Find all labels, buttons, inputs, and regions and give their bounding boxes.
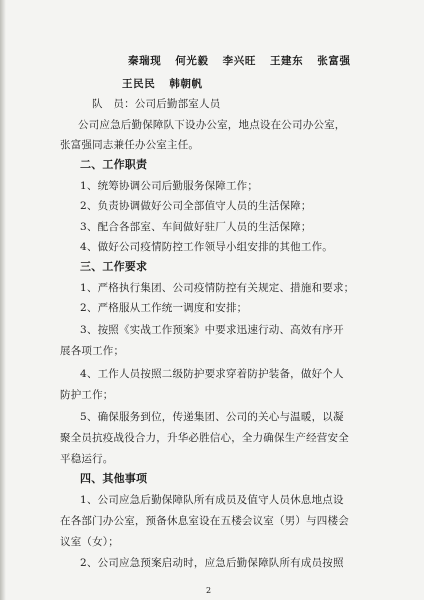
page-number: 2 (206, 586, 212, 595)
team-members-line: 队 员：公司后勤部室人员 (92, 98, 221, 110)
other-matter-item-continued: 议室（女）； (60, 536, 119, 548)
requirement-item-continued: 展各项工作； (60, 345, 125, 357)
requirement-item: 1、严格执行集团、公司疫情防控有关规定、措施和要求； (80, 282, 355, 294)
intro-paragraph-line: 公司应急后勤保障队下设办公室，地点设在公司办公室， (78, 119, 346, 131)
other-matter-item: 2、公司应急预案启动时，应急后勤保障队所有成员按照 (80, 557, 344, 569)
name-entry: 韩朝帆 (169, 78, 203, 90)
section-heading-other-matters: 四、其他事项 (80, 472, 148, 485)
requirement-item: 5、确保服务到位，传递集团、公司的关心与温暖，以凝 (80, 411, 344, 423)
requirement-item-continued: 聚全员抗疫战役合力，升华必胜信心，全力确保生产经营安全 (60, 432, 349, 444)
scan-shadow-edge (0, 0, 6, 600)
name-entry: 王建东 (269, 55, 304, 67)
requirement-item-continued: 防护工作； (60, 389, 114, 401)
name-entry: 王民民 (122, 78, 156, 90)
duty-item: 2、负责协调做好公司全部值守人员的生活保障； (80, 200, 312, 212)
other-matter-item-continued: 在各部门办公室，预备休息室设在五楼会议室（男）与四楼会 (60, 515, 349, 527)
intro-paragraph-line: 张富强同志兼任办公室主任。 (60, 139, 200, 151)
duty-item: 3、配合各部室、车间做好驻厂人员的生活保障； (80, 221, 312, 233)
name-list-row-1 (128, 54, 365, 68)
requirement-item: 4、工作人员按照二级防护要求穿着防护装备，做好个人 (80, 368, 344, 380)
requirement-item: 3、按照《实战工作预案》中要求迅速行动、高效有序开 (80, 324, 344, 336)
section-heading-requirements: 三、工作要求 (80, 260, 148, 273)
other-matter-item: 1、公司应急后勤保障队所有成员及值守人员休息地点设 (80, 494, 344, 506)
duty-item: 4、做好公司疫情防控工作领导小组安排的其他工作。 (80, 241, 333, 253)
duty-item: 1、统筹协调公司后勤服务保障工作； (80, 180, 259, 192)
name-entry: 秦瑞现 (128, 55, 162, 67)
section-heading-duties: 二、工作职责 (80, 158, 148, 171)
name-list-row-2 (122, 77, 217, 91)
name-entry: 李兴旺 (222, 55, 256, 67)
name-entry: 张富强 (317, 55, 351, 67)
requirement-item-continued: 平稳运行。 (60, 453, 114, 465)
requirement-item: 2、严格服从工作统一调度和安排； (80, 302, 248, 314)
name-entry: 何光毅 (175, 55, 209, 67)
